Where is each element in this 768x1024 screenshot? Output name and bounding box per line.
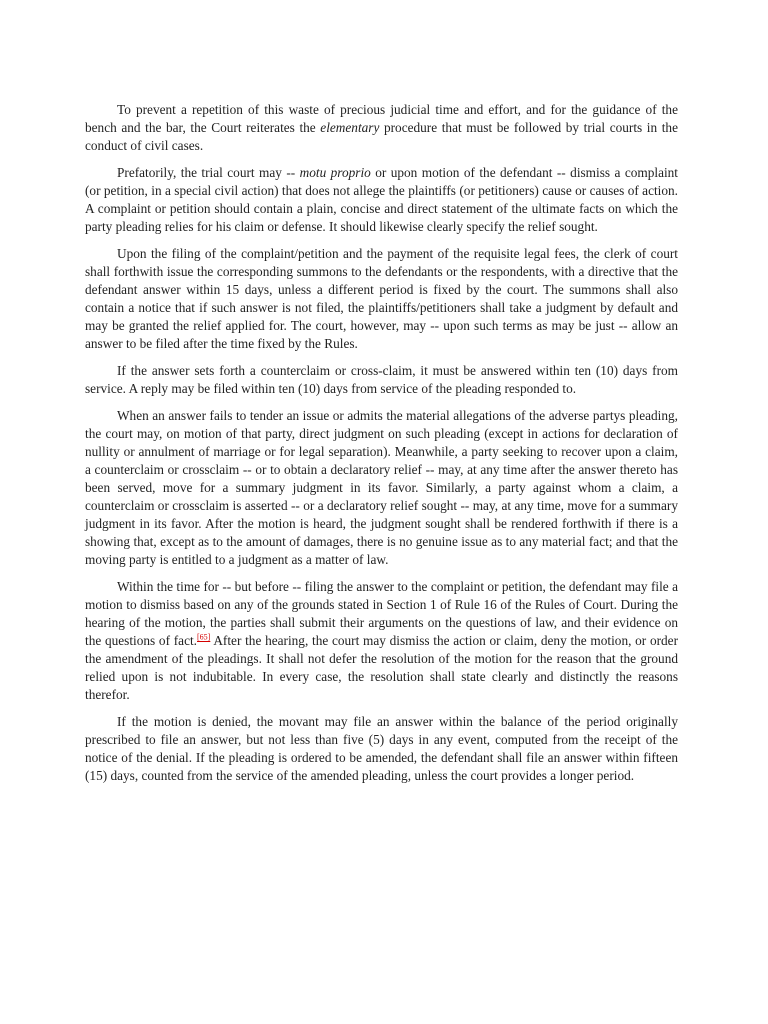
emphasis-text: elementary — [320, 120, 380, 135]
paragraph-dismissal-motu-proprio — [85, 164, 678, 236]
paragraph-motion-to-dismiss — [85, 578, 678, 704]
footnote-reference-link[interactable]: [65] — [197, 632, 211, 642]
paragraph-text: Prefatorily, the trial court may -- — [117, 165, 300, 180]
paragraph-counterclaim: If the answer sets forth a counterclaim or cross-claim, it must be answered within ten (10) days from service. A reply may be filed within ten (10) days from service of the pleading responded to. — [85, 363, 678, 396]
paragraph-text: procedure that must be followed by trial courts in the conduct of civil cases. — [85, 120, 678, 153]
emphasis-text: motu proprio — [299, 165, 371, 180]
paragraph-text: To prevent a repetition of this waste of precious judicial time and effort, and for the guidance of the bench and the bar, the Court reiterates the — [85, 102, 678, 135]
paragraph-denied-motion: If the motion is denied, the movant may file an answer within the balance of the period originally prescribed to file an answer, but not less than five (5) days in any event, computed from the receipt of the notice of the denial. If the pleading is ordered to be amended, the defendant shall file an answer within fifteen (15) days, counted from the service of the amended pleading, unless the court provides a longer period. — [85, 714, 678, 783]
paragraph-text: or upon motion of the defendant -- dismiss a complaint (or petition, in a special civil action) that does not allege the plaintiffs (or petitioners) cause or causes of action. A complaint or petition should contain a plain, concise and direct statement of the ultimate facts on which the party pleading relies for his claim or defense. It should likewise clearly specify the relief sought. — [85, 165, 679, 234]
paragraph-elementary-procedure — [85, 101, 678, 155]
paragraph-text: Within the time for -- but before -- filing the answer to the complaint or petition, the defendant may file a motion to dismiss based on any of the grounds stated in Section 1 of Rule 16 of the Rules of Court. During the hearing of the motion, the parties shall submit their arguments on the questions of law, and their evidence on the questions of fact. — [85, 579, 678, 648]
paragraph-text: After the hearing, the court may dismiss the action or claim, deny the motion, or order the amendment of the pleadings. It shall not defer the resolution of the motion for the reason that the ground relied upon is not indubitable. In every case, the resolution shall state clearly and distinctly the reasons therefor. — [85, 633, 679, 702]
document-page — [85, 101, 678, 794]
paragraph-summary-judgment: When an answer fails to tender an issue or admits the material allegations of the adverse partys pleading, the court may, on motion of that party, direct judgment on such pleading (except in actions for declaration of nullity or annulment of marriage or for legal separation). Meanwhile, a party seeking to recover upon a claim, a counterclaim or crossclaim -- or to obtain a declaratory relief -- may, at any time after the answer thereto has been served, move for a summary judgment in its favor. Similarly, a party against whom a claim, a counterclaim or crossclaim is asserted -- or a declaratory relief sought -- may, at any time, move for a summary judgment in its favor. After the motion is heard, the judgment sought shall be rendered forthwith if there is a showing that, except as to the amount of damages, there is no genuine issue as to any material fact; and that the moving party is entitled to a judgment as a matter of law. — [85, 408, 678, 567]
paragraph-summons: Upon the filing of the complaint/petition and the payment of the requisite legal fees, the clerk of court shall forthwith issue the corresponding summons to the defendants or the respondents, with a directive that the defendant answer within 15 days, unless a different period is fixed by the court. The summons shall also contain a notice that if such answer is not filed, the plaintiffs/petitioners shall take a judgment by default and may be granted the relief applied for. The court, however, may -- upon such terms as may be just -- allow an answer to be filed after the time fixed by the Rules. — [85, 246, 678, 351]
